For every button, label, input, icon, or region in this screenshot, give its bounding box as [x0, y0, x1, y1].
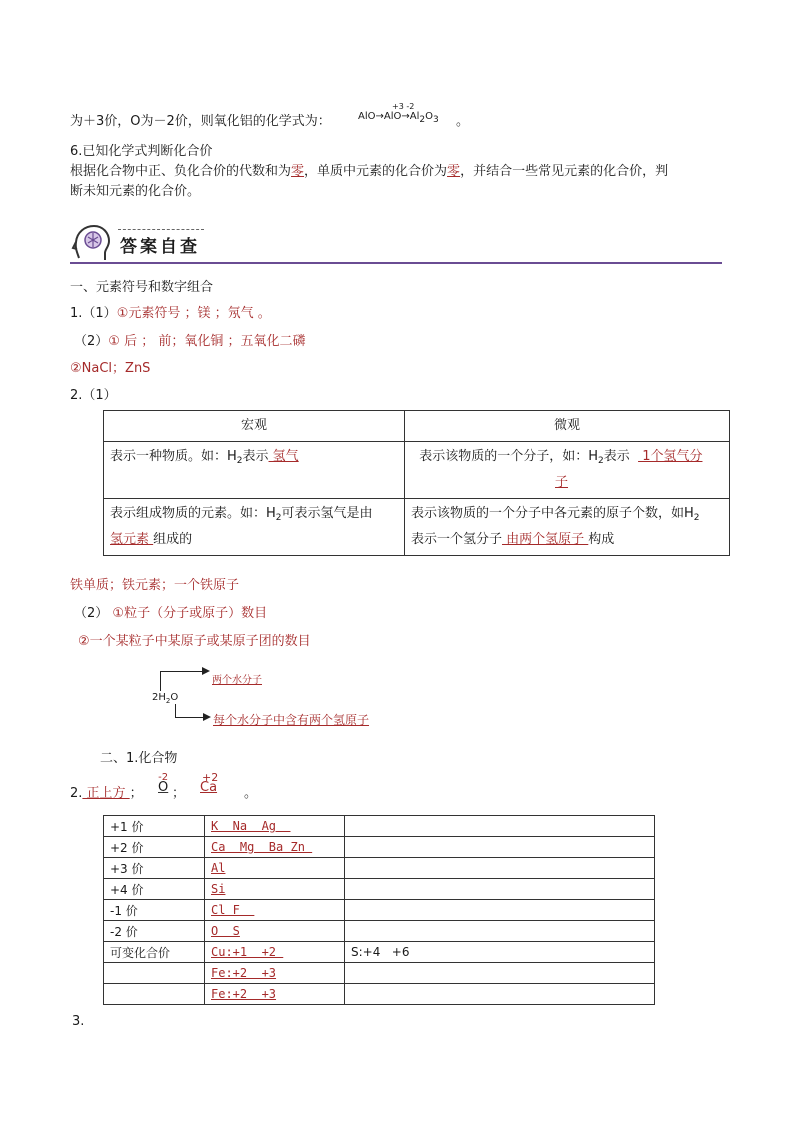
answer-line: 2.（1） [70, 388, 117, 403]
table-row [104, 879, 655, 900]
elements-answer: Al [211, 861, 226, 875]
valence-cell [104, 963, 205, 984]
text-line: 3. [72, 1014, 85, 1029]
valence-cell: 可变化合价 [104, 942, 205, 963]
elements-cell [205, 837, 345, 858]
elements-answer: Fe:+2 +3 [211, 987, 277, 1001]
banner-title: 答案自查 [120, 237, 200, 257]
diagram-hline-top [160, 671, 202, 672]
table-row [104, 984, 655, 1005]
other-cell [345, 963, 655, 984]
calcium-valence: +2 Ca [200, 771, 219, 795]
period: 。 [456, 114, 470, 129]
answer-line: 1.（1）①元素符号 ；镁 ；氖气 。 [70, 306, 271, 321]
chemical-formula: AlO→AlO→Al2O3 [358, 111, 439, 125]
table-row [104, 816, 655, 837]
diagram-hline-bottom [175, 717, 203, 718]
elements-answer: O S [211, 924, 240, 938]
other-cell [345, 858, 655, 879]
valence-cell: +4 价 [104, 879, 205, 900]
other-cell: S:+4 +6 [345, 942, 655, 963]
diagram-bottom-label: 每个水分子中含有两个氢原子 [213, 713, 370, 727]
valence-marks: +3 -2 [392, 102, 415, 111]
separator: ； [172, 786, 186, 801]
answer-line: 铁单质；铁元素；一个铁原子 [70, 578, 240, 593]
macro-micro-table [103, 410, 730, 556]
other-cell [345, 984, 655, 1005]
header-micro: 微观 [405, 411, 730, 442]
answer-line: ②NaCl；ZnS [70, 361, 151, 376]
answer-line: （2）① 后 ； 前；氧化铜 ；五氧化二磷 [74, 334, 306, 349]
head-brain-icon [71, 222, 113, 264]
elements-answer: K Na Ag [211, 819, 291, 833]
banner-divider [70, 262, 722, 264]
elements-answer: Si [211, 882, 226, 896]
text-line: 6.已知化学式判断化合价 [70, 144, 213, 159]
elements-answer: Cu:+1 +2 [211, 945, 284, 959]
answer-line: ②一个某粒子中某原子或某原子团的数目 [78, 634, 311, 649]
other-cell [345, 837, 655, 858]
valence-cell: -2 价 [104, 921, 205, 942]
banner-dash [118, 229, 204, 231]
table-row [104, 858, 655, 879]
elements-cell [205, 879, 345, 900]
elements-answer: Cl F [211, 903, 255, 917]
diagram-vline-bottom [175, 704, 176, 718]
section-heading: 一、元素符号和数字组合 [70, 280, 214, 295]
table-row [104, 921, 655, 942]
elements-cell [205, 984, 345, 1005]
elements-cell [205, 942, 345, 963]
cell-micro-2: 表示该物质的一个分子中各元素的原子个数，如$H_2$ 表示一个氢分子 由两个氢原子 构成 [405, 499, 730, 556]
cell-micro-1: 表示该物质的一个分子，如：$H_2$表示 1个氢气分 子 [405, 442, 730, 499]
other-cell [345, 921, 655, 942]
table-row [104, 942, 655, 963]
elements-cell [205, 921, 345, 942]
arrow-right-icon [203, 713, 211, 721]
valence-cell: +3 价 [104, 858, 205, 879]
elements-cell [205, 858, 345, 879]
diagram-vline-top [160, 671, 161, 691]
arrow-right-icon [202, 667, 210, 675]
valence-cell: +1 价 [104, 816, 205, 837]
valence-cell: +2 价 [104, 837, 205, 858]
cell-macro-2: 表示组成物质的元素。如：$H_2$可表示氢气是由 氢元素 组成的 [104, 499, 405, 556]
table-row [104, 837, 655, 858]
text-line: 断未知元素的化合价。 [70, 184, 201, 199]
section-heading: 二、1.化合物 [100, 751, 178, 766]
diagram-formula: $2H_2O$ [152, 692, 179, 705]
cell-macro-1: 表示一种物质。如：$H_2$表示 氢气 [104, 442, 405, 499]
valence-cell: -1 价 [104, 900, 205, 921]
table-row [104, 900, 655, 921]
header-macro: 宏观 [104, 411, 405, 442]
elements-answer: Ca Mg Ba Zn [211, 840, 313, 854]
other-cell [345, 816, 655, 837]
valence-cell [104, 984, 205, 1005]
table-row [104, 963, 655, 984]
other-cell [345, 879, 655, 900]
elements-cell [205, 900, 345, 921]
valence-table [103, 815, 655, 1005]
oxygen-valence: -2 O [158, 772, 169, 795]
elements-answer: Fe:+2 +3 [211, 966, 277, 980]
text-line: 为＋3价，O为－2价，则氧化铝的化学式为： [70, 114, 331, 129]
text-line: 根据化合物中正、负化合价的代数和为零，单质中元素的化合价为零，并结合一些常见元素的化合价，判 [70, 164, 669, 179]
diagram-top-label: 两个水分子 [212, 675, 262, 686]
elements-cell [205, 816, 345, 837]
period: 。 [244, 786, 258, 801]
other-cell [345, 900, 655, 921]
answer-line: 2. 正上方 ； [70, 786, 143, 801]
elements-cell [205, 963, 345, 984]
answer-line: （2） ①粒子（分子或原子）数目 [74, 606, 268, 621]
